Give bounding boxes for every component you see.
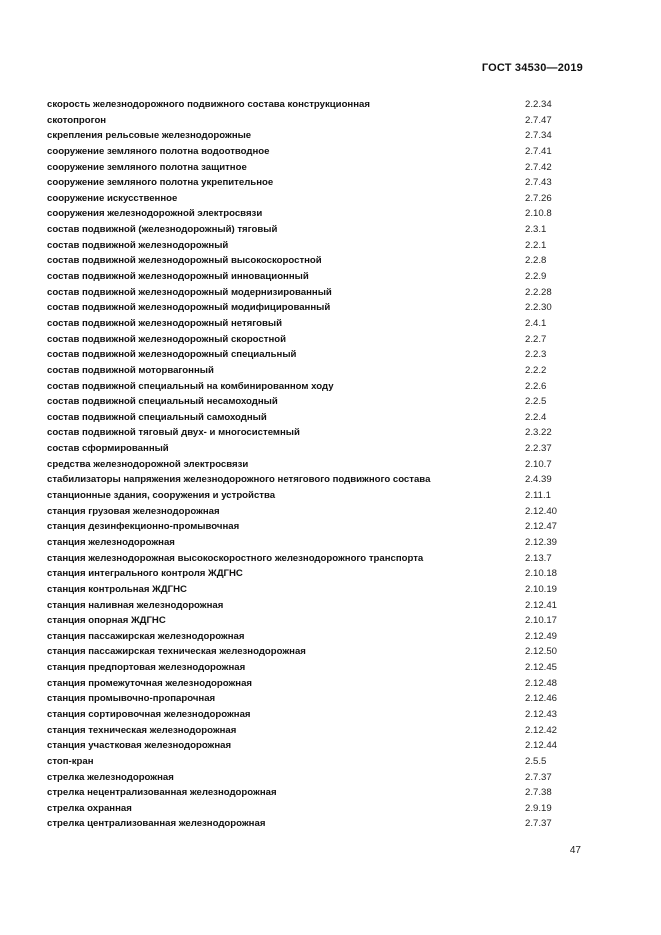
index-entry	[47, 379, 587, 395]
entry-term: стрелка охранная	[47, 802, 132, 814]
entry-reference: 2.7.42	[525, 161, 552, 173]
entry-term: станция интегрального контроля ЖДГНС	[47, 568, 243, 580]
entry-reference: 2.12.49	[525, 630, 558, 642]
index-entry	[47, 363, 587, 379]
entry-term: состав подвижной специальный на комбинированном ходу	[47, 380, 334, 392]
document-code: ГОСТ 34530—2019	[481, 62, 583, 74]
index-entry	[47, 582, 587, 598]
index-entry	[47, 644, 587, 660]
entry-reference: 2.2.8	[525, 255, 547, 267]
entry-term: состав подвижной (железнодорожный) тяговый	[47, 224, 278, 236]
entry-term: сооружение земляного полотна защитное	[47, 161, 247, 173]
entry-reference: 2.3.1	[525, 224, 547, 236]
index-entry	[47, 566, 587, 582]
entry-term: станция пассажирская железнодорожная	[47, 630, 245, 642]
page-number: 47	[569, 845, 581, 856]
entry-term: средства железнодорожной электросвязи	[47, 458, 249, 470]
entry-term: станция предпортовая железнодорожная	[47, 662, 246, 674]
index-entry	[47, 410, 587, 426]
index-entry	[47, 97, 587, 113]
entry-term: состав подвижной железнодорожный специальный	[47, 349, 297, 361]
index-entry	[47, 206, 587, 222]
entry-reference: 2.13.7	[525, 552, 552, 564]
entry-reference: 2.7.37	[525, 818, 552, 830]
entry-term: станция промежуточная железнодорожная	[47, 677, 253, 689]
index-entry	[47, 113, 587, 129]
index-entry	[47, 394, 587, 410]
index-entry	[47, 551, 587, 567]
entry-term: состав подвижной специальный самоходный	[47, 411, 267, 423]
entry-reference: 2.12.47	[525, 521, 558, 533]
index-entry	[47, 144, 587, 160]
index-entry	[47, 785, 587, 801]
index-entry	[47, 691, 587, 707]
index-entry	[47, 285, 587, 301]
index-entry	[47, 316, 587, 332]
entry-reference: 2.7.38	[525, 787, 552, 799]
entry-term: станция опорная ЖДГНС	[47, 615, 166, 627]
entry-reference: 2.2.4	[525, 411, 547, 423]
entry-term: станция пассажирская техническая железнодорожная	[47, 646, 306, 658]
entry-term: состав подвижной железнодорожный высокоскоростной	[47, 255, 322, 267]
index-entry	[47, 816, 587, 832]
entry-term: скорость железнодорожного подвижного состава конструкционная	[47, 99, 370, 110]
entry-term: станция дезинфекционно-промывочная	[47, 521, 240, 533]
index-entry	[47, 332, 587, 348]
entry-reference: 2.2.7	[525, 333, 547, 345]
index-entry	[47, 441, 587, 457]
entry-term: стоп-кран	[47, 755, 94, 767]
index-entry	[47, 519, 587, 535]
entry-reference: 2.7.34	[525, 130, 552, 142]
index-entry	[47, 504, 587, 520]
entry-reference: 2.12.48	[525, 677, 558, 689]
index-entry	[47, 457, 587, 473]
entry-reference: 2.12.39	[525, 536, 558, 548]
entry-term: состав подвижной тяговый двух- и многосистемный	[47, 427, 300, 439]
index-entry	[47, 770, 587, 786]
entry-reference: 2.2.2	[525, 364, 547, 376]
entry-reference: 2.4.39	[525, 474, 552, 486]
index-entry	[47, 347, 587, 363]
entry-reference: 2.10.8	[525, 208, 552, 220]
entry-reference: 2.2.9	[525, 271, 547, 283]
index-entry	[47, 269, 587, 285]
entry-reference: 2.2.5	[525, 396, 547, 408]
entry-reference: 2.2.6	[525, 380, 547, 392]
index-entry	[47, 707, 587, 723]
entry-reference: 2.4.1	[525, 317, 547, 329]
entry-reference: 2.3.22	[525, 427, 552, 439]
entry-term: станция промывочно-пропарочная	[47, 693, 216, 705]
entry-reference: 2.2.3	[525, 349, 547, 361]
entry-term: состав подвижной железнодорожный инновационный	[47, 271, 309, 283]
index-entry	[47, 629, 587, 645]
index-entry	[47, 613, 587, 629]
entry-term: стрелка централизованная железнодорожная	[47, 818, 266, 830]
index-entry	[47, 300, 587, 316]
entry-reference: 2.5.5	[525, 755, 547, 767]
entry-term: скотопрогон	[47, 114, 107, 126]
entry-term: стабилизаторы напряжения железнодорожного нетягового подвижного состава	[47, 474, 431, 486]
index-entry	[47, 160, 587, 176]
index-entry	[47, 472, 587, 488]
entry-term: станция контрольная ЖДГНС	[47, 583, 187, 595]
entry-term: стрелка железнодорожная	[47, 771, 174, 783]
entry-term: станция сортировочная железнодорожная	[47, 708, 251, 720]
index-entry	[47, 191, 587, 207]
entry-reference: 2.10.19	[525, 583, 558, 595]
index-entry	[47, 175, 587, 191]
index-entry	[47, 238, 587, 254]
index-entry	[47, 676, 587, 692]
entry-term: состав подвижной специальный несамоходный	[47, 396, 278, 408]
entry-reference: 2.7.41	[525, 145, 552, 157]
entry-term: скрепления рельсовые железнодорожные	[47, 130, 252, 142]
entry-term: стрелка нецентрализованная железнодорожная	[47, 787, 277, 799]
index-entry	[47, 754, 587, 770]
entry-reference: 2.11.1	[525, 490, 551, 502]
entry-term: состав подвижной железнодорожный модернизированный	[47, 286, 332, 298]
index-entry	[47, 801, 587, 817]
term-index-list	[47, 97, 587, 832]
entry-term: состав подвижной железнодорожный модифицированный	[47, 302, 331, 314]
entry-reference: 2.7.37	[525, 771, 552, 783]
entry-reference: 2.12.40	[525, 505, 558, 517]
entry-term: станционные здания, сооружения и устройства	[47, 490, 276, 502]
entry-reference: 2.7.43	[525, 177, 552, 189]
entry-term: станция техническая железнодорожная	[47, 724, 237, 736]
entry-term: состав подвижной железнодорожный	[47, 239, 229, 251]
entry-reference: 2.12.43	[525, 708, 558, 720]
index-entry	[47, 128, 587, 144]
entry-reference: 2.12.45	[525, 662, 558, 674]
entry-term: сооружение земляного полотна укрепительное	[47, 177, 274, 189]
entry-reference: 2.12.46	[525, 693, 558, 705]
entry-term: станция железнодорожная высокоскоростного железнодорожного транспорта	[47, 552, 424, 564]
entry-reference: 2.12.41	[525, 599, 558, 611]
entry-reference: 2.7.47	[525, 114, 552, 126]
entry-term: состав сформированный	[47, 443, 169, 455]
entry-term: сооружения железнодорожной электросвязи	[47, 208, 263, 220]
index-entry	[47, 738, 587, 754]
entry-reference: 2.10.17	[525, 615, 558, 627]
index-entry	[47, 598, 587, 614]
entry-term: станция участковая железнодорожная	[47, 740, 232, 752]
entry-reference: 2.2.37	[525, 443, 552, 455]
entry-term: станция железнодорожная	[47, 536, 175, 548]
entry-term: сооружение земляного полотна водоотводное	[47, 145, 270, 157]
entry-term: станция наливная железнодорожная	[47, 599, 224, 611]
index-entry	[47, 222, 587, 238]
entry-reference: 2.12.42	[525, 724, 558, 736]
entry-term: состав подвижной железнодорожный нетяговый	[47, 317, 282, 329]
index-entry	[47, 253, 587, 269]
entry-reference: 2.10.7	[525, 458, 552, 470]
index-entry	[47, 535, 587, 551]
entry-reference: 2.10.18	[525, 568, 558, 580]
entry-reference: 2.9.19	[525, 802, 552, 814]
entry-reference: 2.2.30	[525, 302, 552, 314]
entry-reference: 2.12.44	[525, 740, 558, 752]
index-entry	[47, 660, 587, 676]
entry-reference: 2.7.26	[525, 192, 552, 204]
entry-reference: 2.2.28	[525, 286, 552, 298]
index-entry	[47, 425, 587, 441]
entry-reference: 2.12.50	[525, 646, 558, 658]
entry-term: состав подвижной моторвагонный	[47, 364, 214, 376]
entry-term: сооружение искусственное	[47, 192, 178, 204]
entry-reference: 2.2.1	[525, 239, 547, 251]
entry-reference: 2.2.34	[525, 99, 552, 110]
index-entry	[47, 488, 587, 504]
entry-term: состав подвижной железнодорожный скоростной	[47, 333, 286, 345]
index-entry	[47, 723, 587, 739]
entry-term: станция грузовая железнодорожная	[47, 505, 220, 517]
